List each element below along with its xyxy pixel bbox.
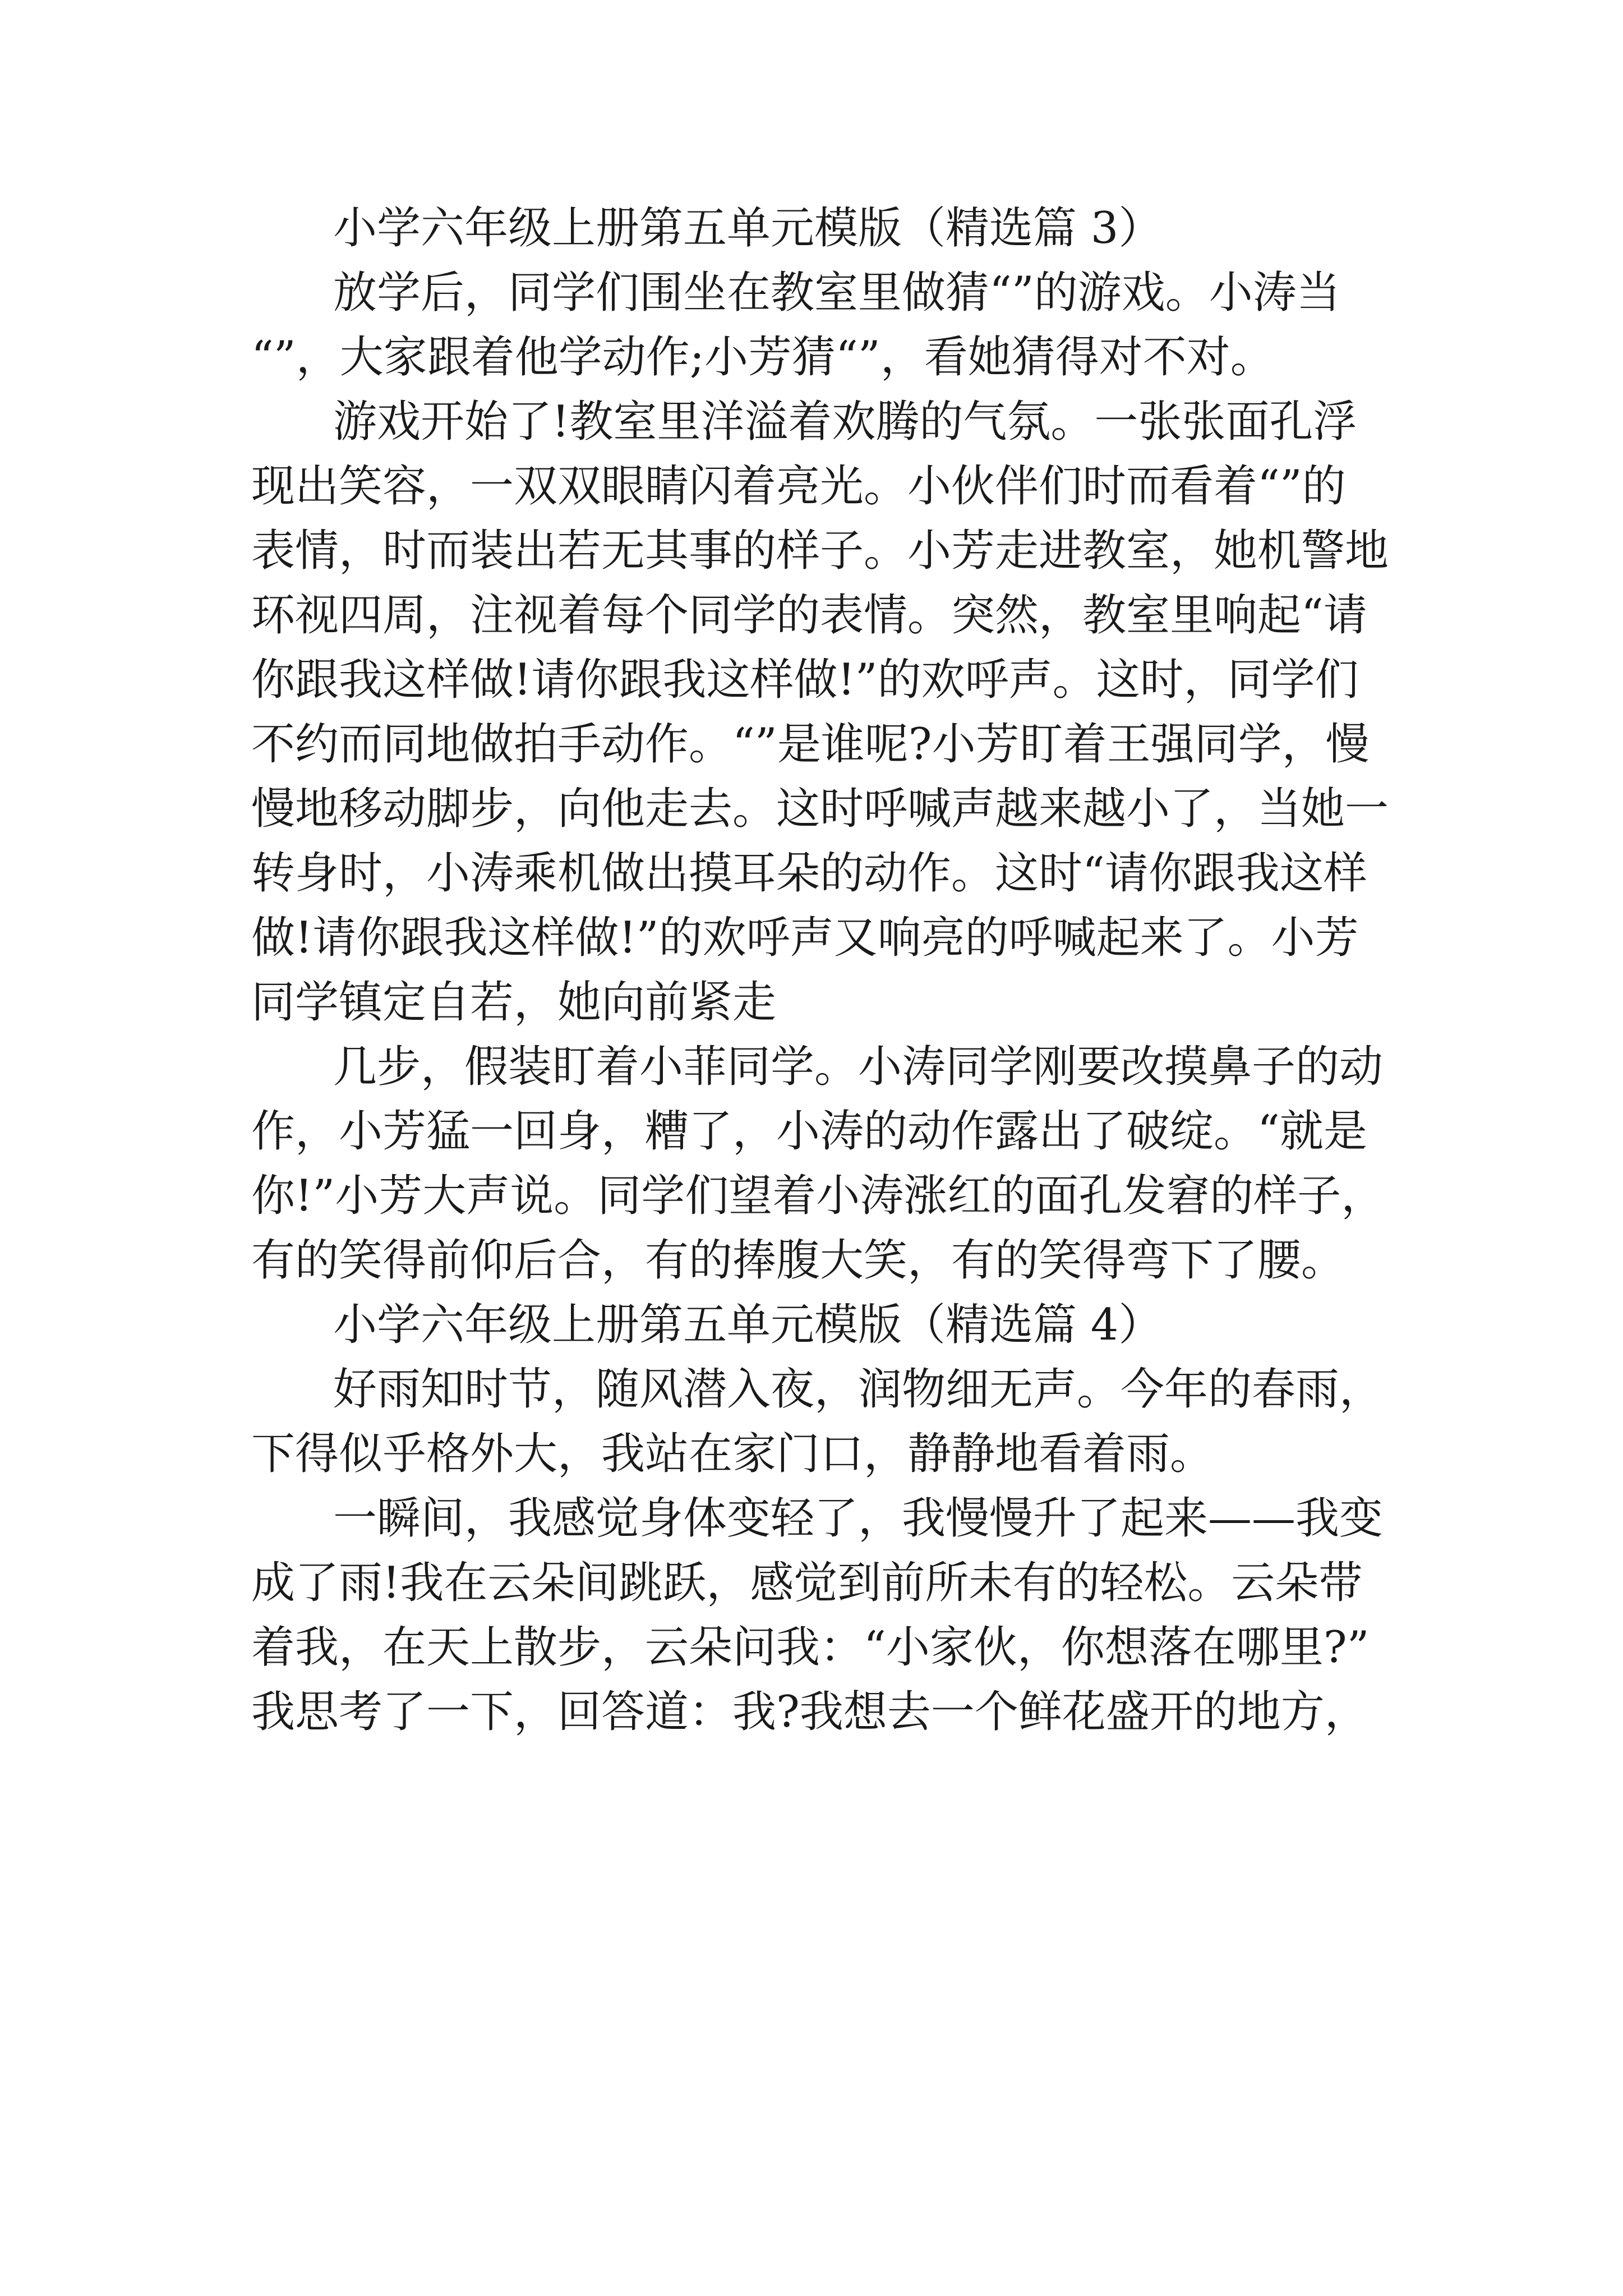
paragraph-line: 好雨知时节，随风潜入夜，润物细无声。今年的春雨， <box>333 1364 1384 1415</box>
paragraph-line: 表情，时而装出若无其事的样子。小芳走进教室，她机警地 <box>251 526 1389 576</box>
paragraph-line: 一瞬间，我感觉身体变轻了，我慢慢升了起来——我变 <box>333 1493 1384 1544</box>
paragraph-line: “”，大家跟着他学动作;小芳猜“”，看她猜得对不对。 <box>251 332 1274 383</box>
paragraph-line: 你!”小芳大声说。同学们望着小涛涨红的面孔发窘的样子， <box>251 1171 1385 1221</box>
paragraph-line: 环视四周，注视着每个同学的表情。突然，教室里响起“请 <box>251 590 1367 641</box>
paragraph-line: 我思考了一下，回答道：我?我想去一个鲜花盛开的地方， <box>251 1687 1368 1737</box>
document-body <box>251 196 1389 1745</box>
paragraph-line: 慢地移动脚步，向他走去。这时呼喊声越来越小了，当她一 <box>251 784 1389 834</box>
paragraph-line: 下得似乎格外大，我站在家门口，静静地看着雨。 <box>251 1429 1214 1479</box>
paragraph-line: 现出笑容，一双双眼睛闪着亮光。小伙伴们时而看着“”的 <box>251 461 1346 512</box>
paragraph-line: 作，小芳猛一回身，糟了，小涛的动作露出了破绽。“就是 <box>251 1106 1367 1157</box>
section-heading-3: 小学六年级上册第五单元模版（精选篇 3） <box>333 203 1163 254</box>
paragraph-line: 有的笑得前仰后合，有的捧腹大笑，有的笑得弯下了腰。 <box>251 1235 1345 1286</box>
paragraph-line: 不约而同地做拍手动作。“”是谁呢?小芳盯着王强同学，慢 <box>251 719 1370 770</box>
paragraph-line: 你跟我这样做!请你跟我这样做!”的欢呼声。这时，同学们 <box>251 655 1359 705</box>
paragraph-line: 成了雨!我在云朵间跳跃，感觉到前所未有的轻松。云朵带 <box>251 1558 1363 1608</box>
paragraph-line: 转身时，小涛乘机做出摸耳朵的动作。这时“请你跟我这样 <box>251 848 1367 899</box>
paragraph-line: 放学后，同学们围坐在教室里做猜“”的游戏。小涛当 <box>333 268 1340 318</box>
paragraph-line: 游戏开始了!教室里洋溢着欢腾的气氛。一张张面孔浮 <box>333 397 1357 447</box>
paragraph-line: 同学镇定自若，她向前紧走 <box>251 977 777 1028</box>
section-heading-4: 小学六年级上册第五单元模版（精选篇 4） <box>333 1300 1163 1350</box>
paragraph-line: 着我，在天上散步，云朵问我：“小家伙，你想落在哪里?” <box>251 1622 1370 1673</box>
paragraph-line: 做!请你跟我这样做!”的欢呼声又响亮的呼喊起来了。小芳 <box>251 913 1359 963</box>
paragraph-line: 几步，假装盯着小菲同学。小涛同学刚要改摸鼻子的动 <box>333 1042 1384 1092</box>
